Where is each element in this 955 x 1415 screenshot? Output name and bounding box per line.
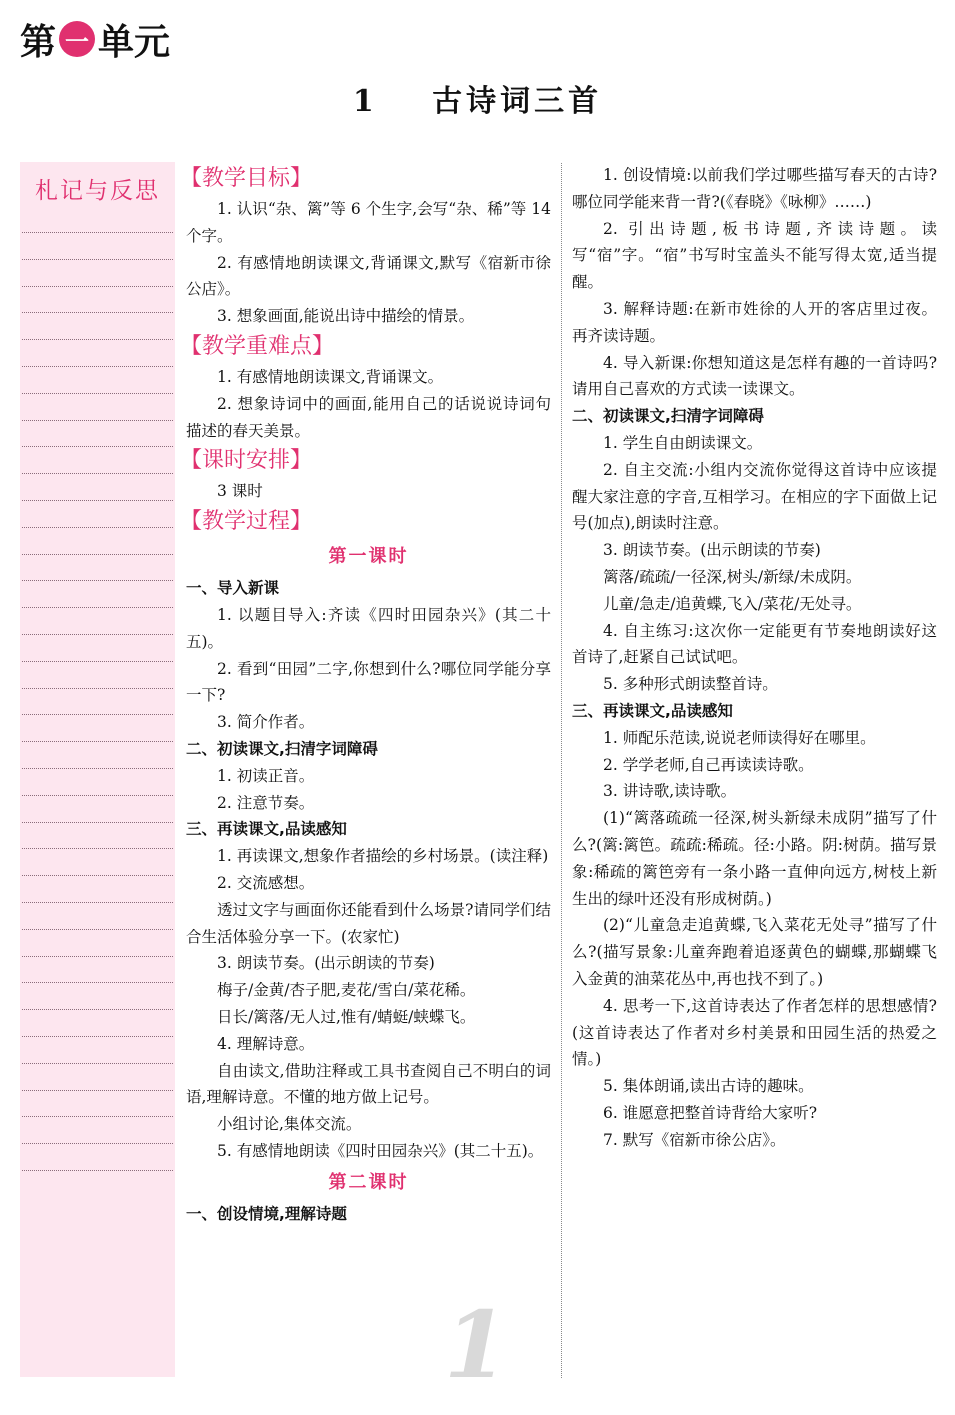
section-heading: 【教学过程】 — [180, 509, 313, 535]
note-line — [22, 1036, 173, 1037]
note-line — [22, 822, 173, 823]
paragraph: 6. 谁愿意把整首诗背给大家听? — [603, 1103, 818, 1122]
note-line — [22, 366, 173, 367]
paragraph: 1. 有感情地朗读课文,背诵课文。 — [217, 367, 444, 386]
note-line — [22, 232, 173, 233]
note-line — [22, 607, 173, 608]
note-line — [22, 446, 173, 447]
note-line — [22, 1009, 173, 1010]
paragraph: 自由读文,借助注释或工具书查阅自己不明白的词语,理解诗意。不懂的地方做上记号。 — [186, 1061, 551, 1107]
step-heading: 二、初读课文,扫清字词障碍 — [572, 407, 764, 426]
note-line — [22, 554, 173, 555]
lesson-title — [0, 76, 955, 120]
paragraph: 5. 多种形式朗读整首诗。 — [603, 675, 778, 694]
lesson-period-heading: 第二课时 — [328, 1171, 409, 1193]
step-heading: 一、创设情境,理解诗题 — [186, 1204, 347, 1223]
paragraph: 1. 初读正音。 — [217, 766, 315, 785]
unit-number-badge: 一 — [59, 21, 95, 57]
note-line — [22, 580, 173, 581]
note-line — [22, 1143, 173, 1144]
paragraph: 2. 自主交流:小组内交流你觉得这首诗中应该提醒大家注意的字音,互相学习。在相应的字下面做上记号(加点),朗读时注意。 — [572, 460, 937, 533]
right-column — [572, 162, 937, 1153]
step-heading: 二、初读课文,扫清字词障碍 — [186, 739, 378, 758]
note-line — [22, 848, 173, 849]
paragraph: 3. 朗读节奏。(出示朗读的节奏) — [603, 541, 821, 560]
paragraph: 4. 理解诗意。 — [217, 1034, 315, 1053]
note-line — [22, 1063, 173, 1064]
left-column — [180, 162, 551, 1228]
note-line — [22, 527, 173, 528]
paragraph: 1. 以题目导入:齐读《四时田园杂兴》(其二十五)。 — [186, 605, 551, 651]
paragraph: 日长/篱落/无人过,惟有/蜻蜓/蛱蝶飞。 — [217, 1007, 476, 1026]
section-heading: 【教学重难点】 — [180, 333, 335, 359]
section-heading: 【教学目标】 — [180, 166, 313, 191]
note-line — [22, 768, 173, 769]
paragraph: 5. 集体朗诵,读出古诗的趣味。 — [603, 1077, 814, 1096]
section-heading: 【课时安排】 — [180, 448, 313, 474]
paragraph: (1)“篱落疏疏一径深,树头新绿未成阴”描写了什么?(篱:篱笆。疏疏:稀疏。径:小路。阴:树荫。描写景象:稀疏的篱笆旁有一条小路一直伸向远方,树枝上新生出的绿叶还没有形成树荫。) — [572, 809, 937, 908]
unit-heading — [20, 14, 170, 64]
paragraph: 3. 想象画面,能说出诗中描绘的情景。 — [217, 307, 475, 326]
note-line — [22, 1090, 173, 1091]
column-divider — [561, 163, 562, 1378]
paragraph: 3. 朗读节奏。(出示朗读的节奏) — [217, 954, 435, 973]
note-line — [22, 1116, 173, 1117]
note-line — [22, 982, 173, 983]
sidebar-title: 札记与反思 — [35, 178, 160, 204]
note-line — [22, 500, 173, 501]
paragraph: 1. 认识“杂、篱”等 6 个生字,会写“杂、稀”等 14 个字。 — [186, 200, 551, 245]
paragraph: 1. 创设情境:以前我们学过哪些描写春天的古诗?哪位同学能来背一背?(《春晓》《咏柳》……) — [572, 166, 937, 211]
note-line — [22, 473, 173, 474]
note-line — [22, 259, 173, 260]
note-line — [22, 339, 173, 340]
unit-suffix: 单元 — [98, 21, 171, 63]
note-line — [22, 661, 173, 662]
paragraph: 2. 学学老师,自己再读读诗歌。 — [603, 755, 814, 774]
paragraph: 2. 想象诗词中的画面,能用自己的话说说诗词句描述的春天美景。 — [186, 394, 551, 440]
paragraph: 7. 默写《宿新市徐公店》。 — [603, 1130, 786, 1149]
step-heading: 一、导入新课 — [186, 579, 280, 598]
paragraph: 1. 师配乐范读,说说老师读得好在哪里。 — [603, 728, 876, 747]
paragraph: 4. 思考一下,这首诗表达了作者怎样的思想感情?(这首诗表达了作者对乡村美景和田园生活的热爱之情。) — [572, 996, 937, 1069]
paragraph: 2. 注意节奏。 — [217, 793, 315, 812]
paragraph: 2. 看到“田园”二字,你想到什么?哪位同学能分享一下? — [186, 659, 551, 705]
paragraph: 1. 再读课文,想象作者描绘的乡村场景。(读注释) — [217, 847, 549, 866]
notes-sidebar — [20, 162, 175, 1377]
paragraph: 小组讨论,集体交流。 — [217, 1115, 362, 1134]
paragraph: (2)“儿童急走追黄蝶,飞入菜花无处寻”描写了什么?(描写景象:儿童奔跑着追逐黄色的蝴蝶,那蝴蝶飞入金黄的油菜花丛中,再也找不到了。) — [572, 916, 937, 988]
note-line — [22, 714, 173, 715]
paragraph: 2. 有感情地朗读课文,背诵课文,默写《宿新市徐公店》。 — [186, 253, 551, 299]
paragraph: 儿童/急走/追黄蝶,飞入/菜花/无处寻。 — [603, 594, 862, 613]
note-line — [22, 795, 173, 796]
note-line — [22, 875, 173, 876]
page-number: 1 — [444, 1291, 509, 1399]
note-line — [22, 286, 173, 287]
paragraph: 4. 导入新课:你想知道这是怎样有趣的一首诗吗?请用自己喜欢的方式读一读课文。 — [572, 353, 937, 399]
lesson-name: 古诗词三首 — [432, 84, 603, 119]
paragraph: 4. 自主练习:这次你一定能更有节奏地朗读好这首诗了,赶紧自己试试吧。 — [572, 621, 937, 667]
lesson-number: 1 — [352, 84, 378, 119]
note-line — [22, 1170, 173, 1171]
note-line — [22, 312, 173, 313]
paragraph: 5. 有感情地朗读《四时田园杂兴》(其二十五)。 — [217, 1141, 544, 1160]
paragraph: 2. 引出诗题,板书诗题,齐读诗题。读写“宿”字。“宿”书写时宝盖头不能写得太宽,适当提醒。 — [572, 219, 937, 292]
paragraph: 3. 讲诗歌,读诗歌。 — [603, 782, 737, 801]
note-line — [22, 956, 173, 957]
paragraph: 3 课时 — [217, 482, 263, 501]
note-line — [22, 741, 173, 742]
note-line — [22, 929, 173, 930]
paragraph: 1. 学生自由朗读课文。 — [603, 433, 763, 452]
note-line — [22, 393, 173, 394]
note-line — [22, 902, 173, 903]
note-line — [22, 420, 173, 421]
step-heading: 三、再读课文,品读感知 — [572, 701, 733, 720]
unit-prefix: 第 — [20, 21, 57, 63]
paragraph: 2. 交流感想。 — [217, 873, 315, 892]
paragraph: 梅子/金黄/杏子肥,麦花/雪白/菜花稀。 — [217, 981, 476, 1000]
paragraph: 3. 解释诗题:在新市姓徐的人开的客店里过夜。再齐读诗题。 — [572, 299, 937, 345]
note-line — [22, 634, 173, 635]
note-line — [22, 688, 173, 689]
paragraph: 3. 简介作者。 — [217, 713, 315, 732]
step-heading: 三、再读课文,品读感知 — [186, 820, 347, 839]
paragraph: 透过文字与画面你还能看到什么场景?请同学们结合生活体验分享一下。(农家忙) — [186, 900, 551, 946]
paragraph: 篱落/疏疏/一径深,树头/新绿/未成阴。 — [603, 567, 862, 586]
lesson-period-heading: 第一课时 — [328, 546, 409, 568]
